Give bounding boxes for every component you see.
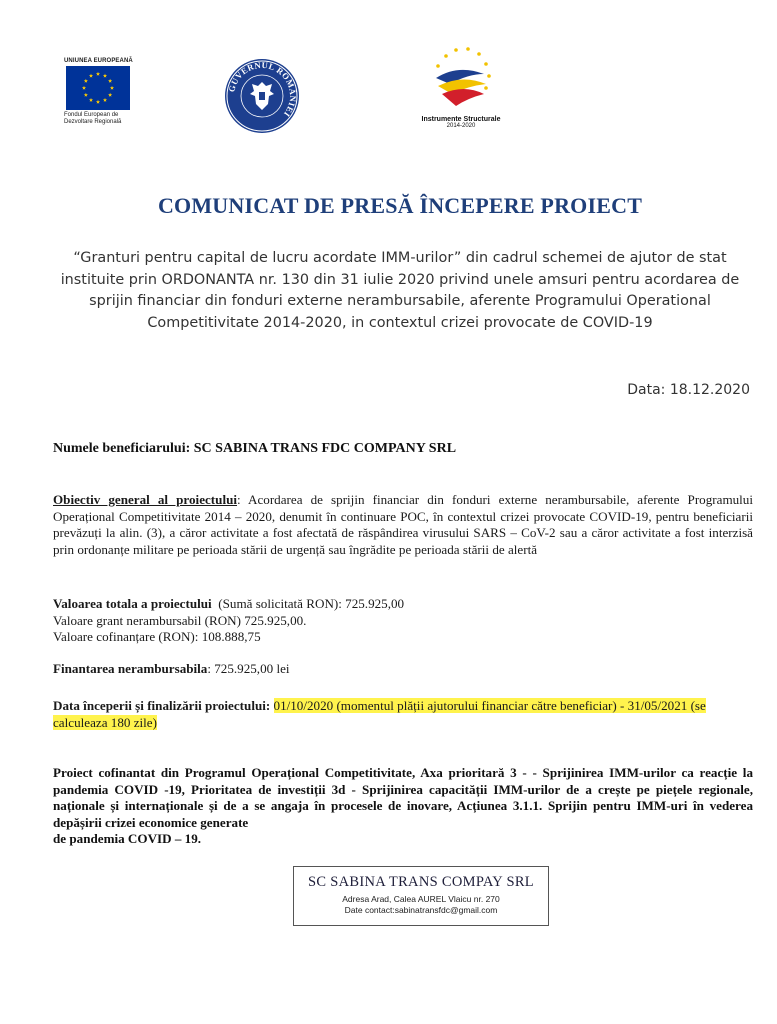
non-reimbursable-financing — [53, 661, 290, 677]
structural-instruments-icon — [428, 44, 494, 116]
government-seal-text: GUVERNUL ROMÂNIEI — [226, 59, 299, 120]
eu-logo — [64, 58, 140, 126]
project-period-highlight: 01/10/2020 (momentul plății ajutorului financiar către beneficiar) - 31/05/2021 (se calculeaza 180 zile) — [53, 698, 706, 730]
grant-value-line: Valoare grant nerambursabil (RON) 725.925,00. — [53, 612, 307, 628]
instruments-period: 2014-2020 — [446, 123, 476, 129]
project-values — [53, 596, 753, 646]
company-name: SC SABINA TRANS COMPAY SRL — [308, 874, 534, 890]
instrumente-structurale-logo — [413, 44, 509, 129]
project-period-label: Data începerii și finalizării proiectului: — [53, 698, 274, 713]
project-subtitle: “Granturi pentru capital de lucru acordate IMM-urilor” din cadrul schemei de ajutor de stat instituite prin ORDONANTA nr. 130 din 31 iulie 2020 privind unele amsuri pentru acordarea de sprijin financiar din fonduri externe nerambursabile, aferente Programului Operational Competitivitate 2014-2020, in contextul crizei provocate de COVID-19 — [60, 250, 740, 331]
eu-logo-caption: UNIUNEA EUROPEANĂ — [64, 58, 133, 64]
cofinancing-statement-line1: Proiect cofinantat din Programul Operațional Competitivitate, Axa prioritară 3 - - Sprijinirea IMM-urilor ca reacție la pandemia COVID -19, Prioritatea de investiții 3d - Sprijinirea capacității IMM-urilor de a crește pe piețele regionale, naționale și internaționale și de a se angaja în procesele de inovare, Acțiunea 3.1.1. Sprijin pentru IMM-uri în vederea depășirii crizei economice generate — [53, 765, 753, 830]
eu-flag-icon — [66, 66, 130, 110]
instruments-title: Instrumente Structurale — [421, 116, 501, 123]
company-contact-box — [293, 866, 549, 926]
financing-text: : 725.925,00 lei — [207, 661, 290, 676]
company-contact: Date contact:sabinatransfdc@gmail.com — [344, 905, 498, 915]
beneficiary-name: Numele beneficiarului: SC SABINA TRANS FDC COMPANY SRL — [53, 441, 457, 456]
eu-logo-sub2: Dezvoltare Regională — [64, 119, 122, 125]
total-value-label: Valoarea totala a proiectului — [53, 596, 212, 611]
cofinancing-value-line: Valoare cofinanțare (RON): 108.888,75 — [53, 629, 261, 644]
total-value-line — [53, 596, 753, 613]
cofinancing-statement-line2: de pandemia COVID – 19. — [53, 831, 202, 847]
project-period — [53, 697, 753, 731]
company-address: Adresa Arad, Calea AUREL Vlaicu nr. 270 — [342, 894, 500, 904]
general-objective-label: Obiectiv general al proiectului — [53, 492, 238, 507]
press-release-date: Data: 18.12.2020 — [627, 382, 750, 398]
page-title: COMUNICAT DE PRESĂ ÎNCEPERE PROIECT — [157, 193, 643, 218]
government-seal-logo — [224, 58, 300, 134]
general-objective-text: : Acordarea de sprijin financiar din fonduri externe nerambursabile, aferente Programului Operațional Competitivitate 2014 – 2020, denumit în continuare POC, în contextul crizei provocate COVID-19, pentru beneficiarii prevăzuți la alin. (3), a căror activitate a fost afectată de răspândirea virusului SARS – CoV-2 sau a căror activitate a fost interzisă prin ordonanțe militare pe perioada stării de urgență sau îngrădite pe perioada stării de alertă — [53, 492, 753, 557]
financing-label: Finantarea nerambursabila — [53, 661, 208, 676]
general-objective — [53, 492, 753, 558]
total-value-text: (Sumă solicitată RON): 725.925,00 — [211, 596, 405, 611]
eu-logo-sub1: Fondul European de — [64, 112, 119, 118]
cofinancing-statement — [53, 765, 753, 848]
